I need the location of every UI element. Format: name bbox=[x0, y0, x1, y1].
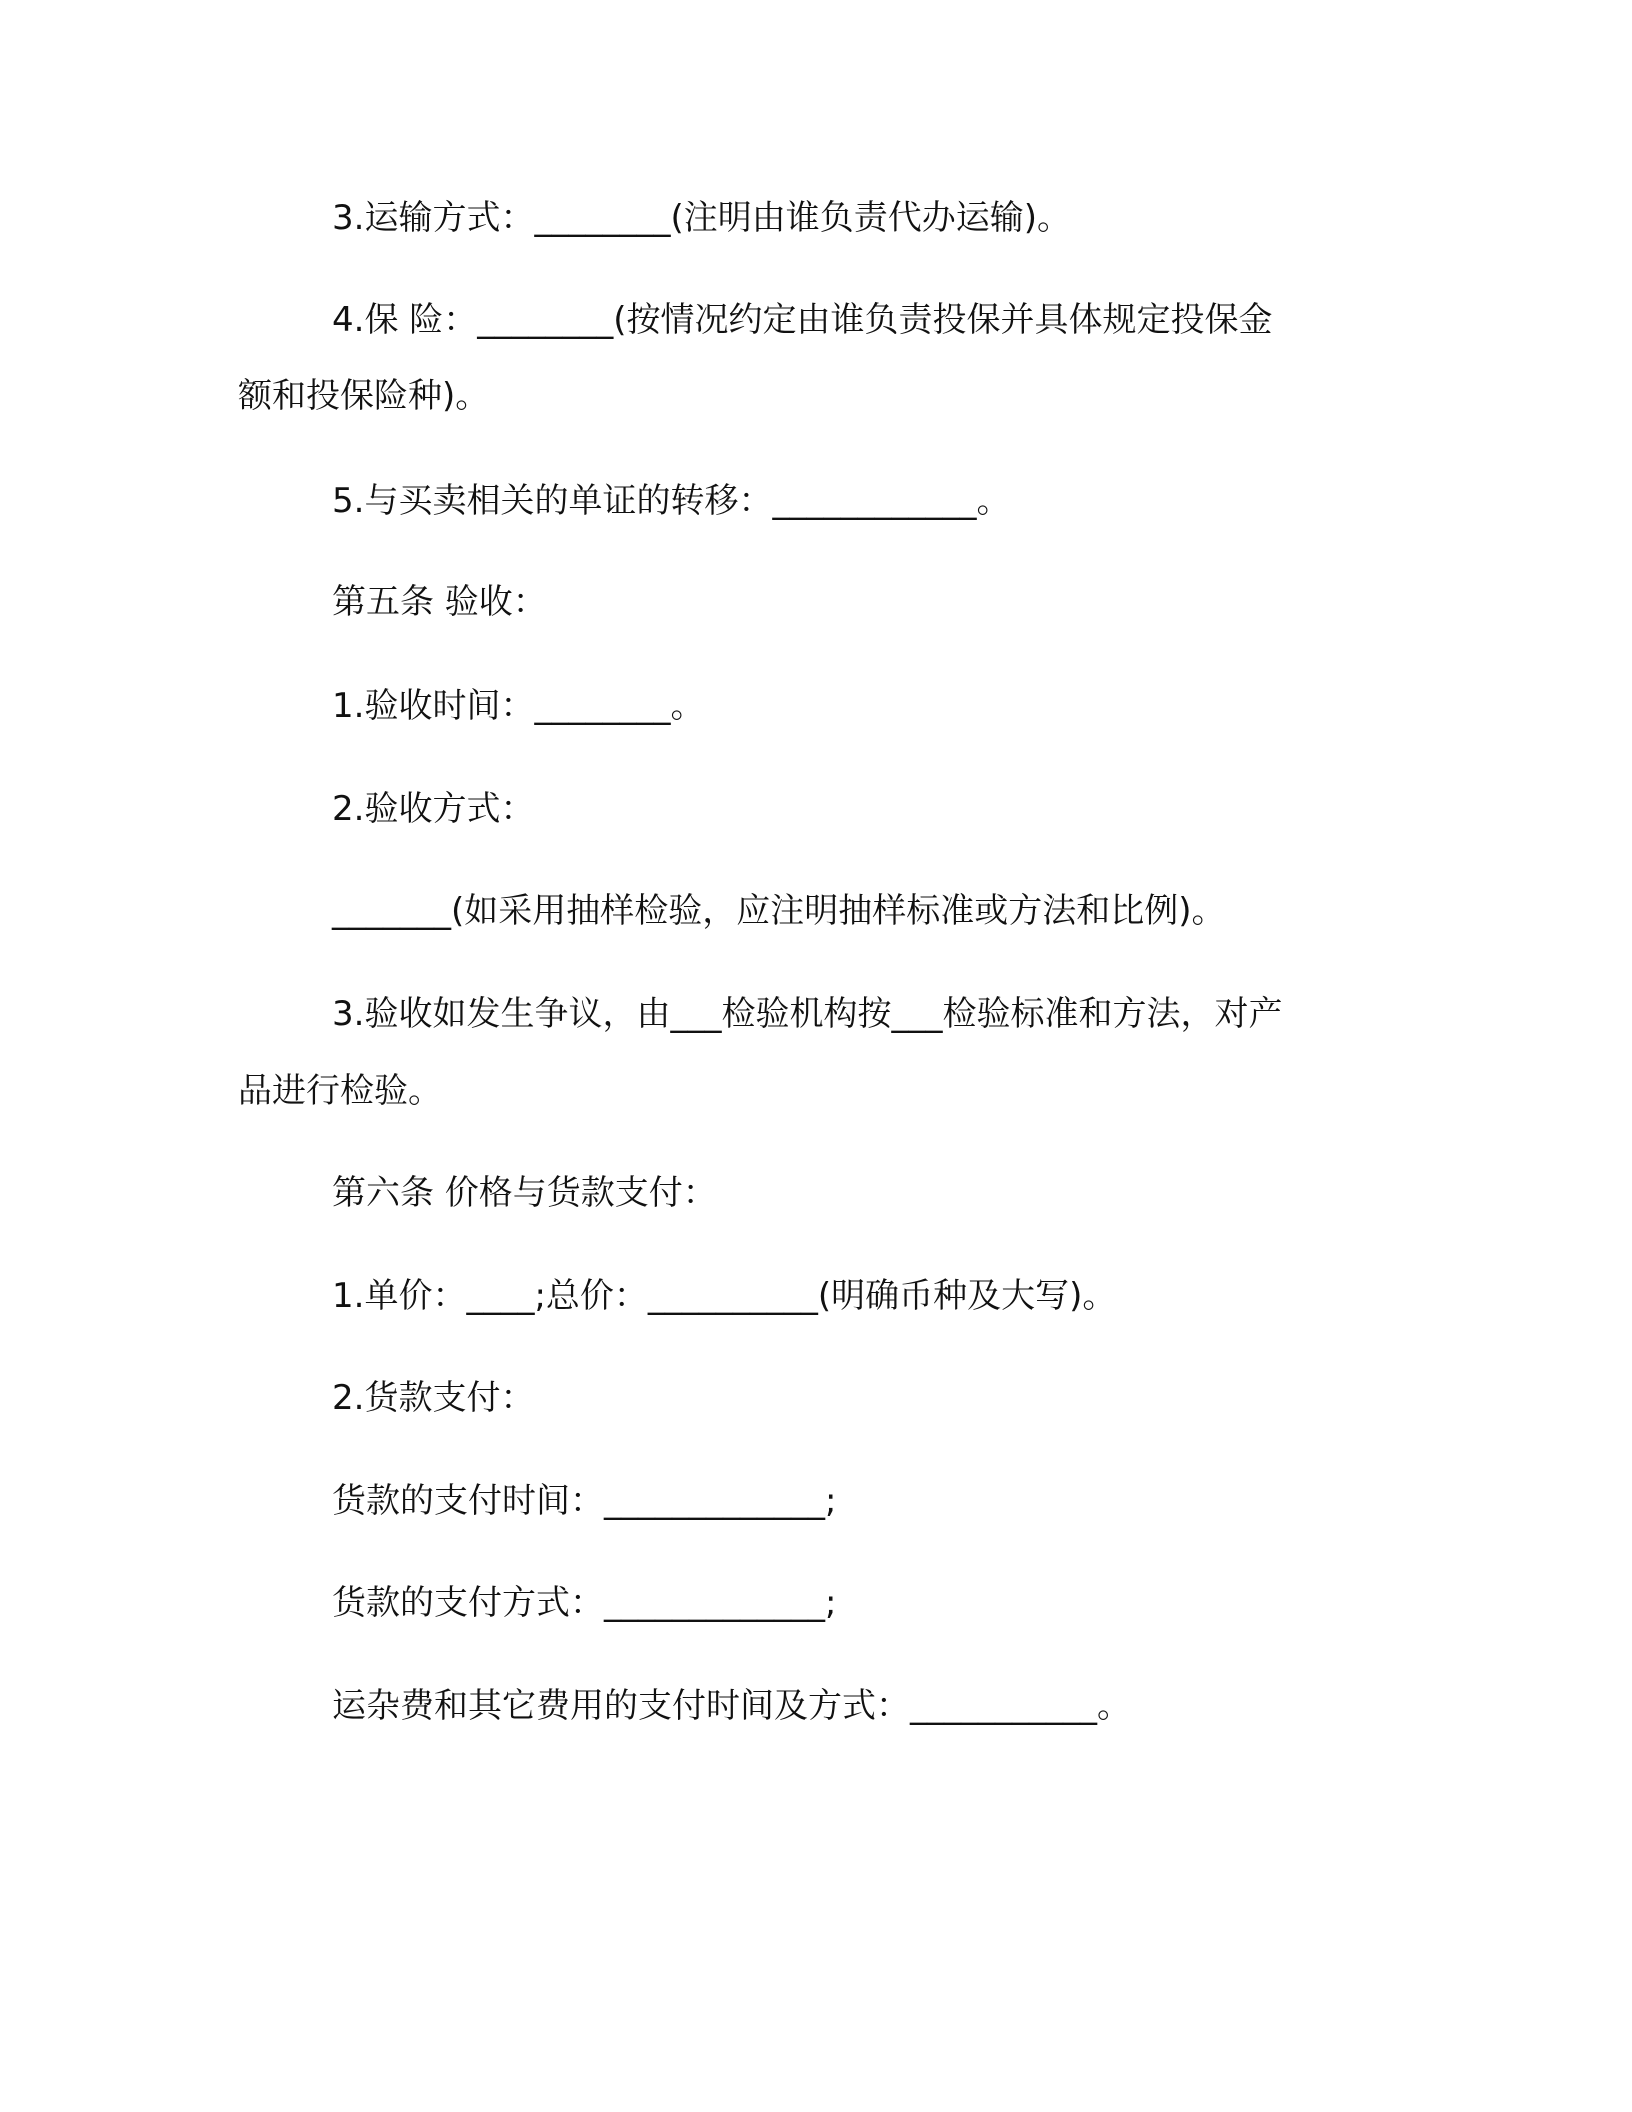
clause-inspection-dispute-continued: 品进行检验。 bbox=[238, 1071, 442, 1111]
clause-payment-time: 货款的支付时间：_____________; bbox=[332, 1481, 837, 1521]
clause-insurance-continued: 额和投保险种)。 bbox=[238, 376, 490, 416]
clause-inspection-dispute: 3.验收如发生争议，由___检验机构按___检验标准和方法，对产 bbox=[332, 994, 1283, 1034]
clause-payment: 2.货款支付： bbox=[332, 1378, 535, 1418]
clause-freight-payment: 运杂费和其它费用的支付时间及方式：___________。 bbox=[332, 1686, 1131, 1726]
clause-document-transfer: 5.与买卖相关的单证的转移：____________。 bbox=[332, 481, 1011, 521]
clause-inspection-time: 1.验收时间：________。 bbox=[332, 686, 705, 726]
clause-inspection-method-detail: _______(如采用抽样检验，应注明抽样标准或方法和比例)。 bbox=[332, 891, 1226, 931]
clause-unit-and-total-price: 1.单价：____;总价：__________(明确币种及大写)。 bbox=[332, 1276, 1117, 1316]
clause-inspection-method: 2.验收方式： bbox=[332, 789, 535, 829]
clause-transport-method: 3.运输方式：________(注明由谁负责代办运输)。 bbox=[332, 198, 1071, 238]
clause-insurance: 4.保 险：________(按情况约定由谁负责投保并具体规定投保金 bbox=[332, 300, 1273, 340]
article-five-heading: 第五条 验收： bbox=[332, 582, 547, 622]
article-six-heading: 第六条 价格与货款支付： bbox=[332, 1173, 717, 1213]
clause-payment-method: 货款的支付方式：_____________; bbox=[332, 1583, 837, 1623]
